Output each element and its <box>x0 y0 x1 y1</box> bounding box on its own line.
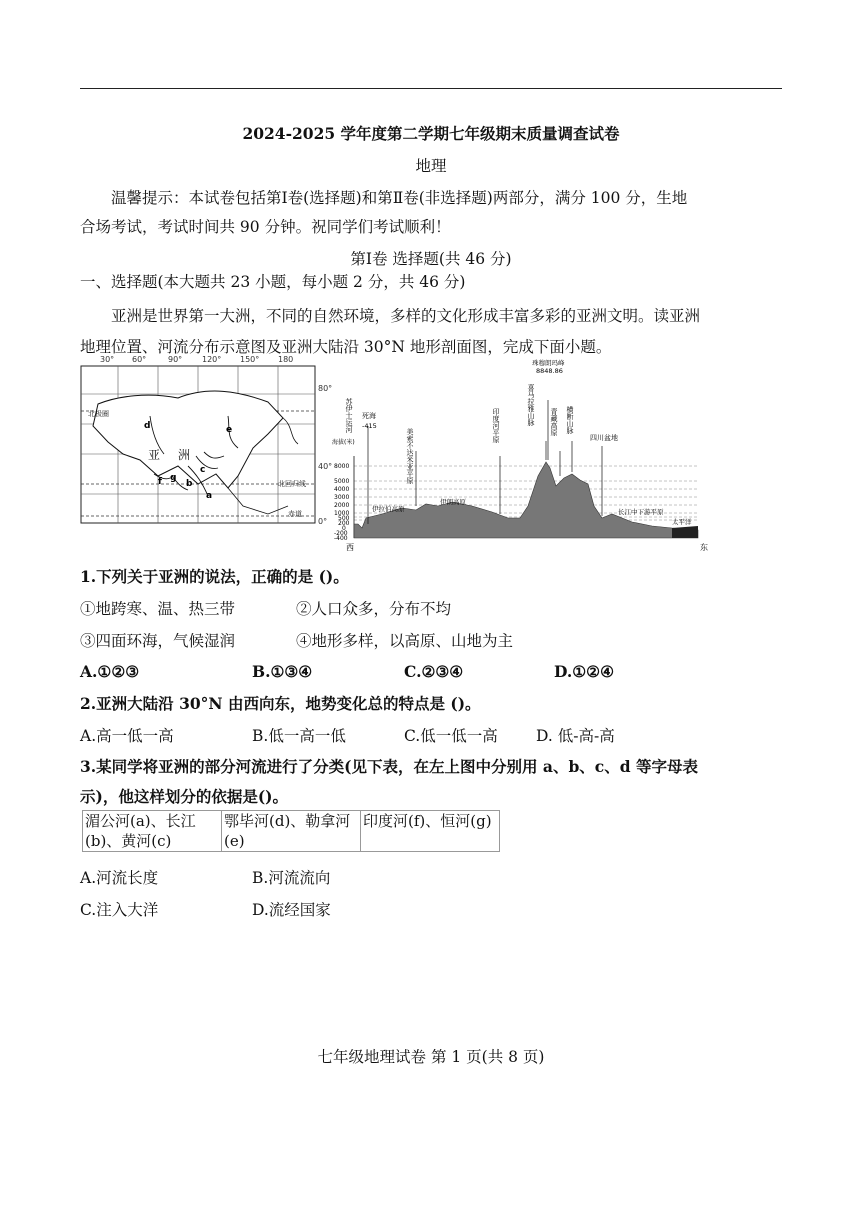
y-tick: 2000 <box>334 502 350 509</box>
q3-option-b[interactable]: B.河流流向 <box>252 869 331 887</box>
y-axis-unit: 海拔(米) <box>332 439 355 446</box>
q2-option-d[interactable]: D. 低-高-高 <box>536 727 615 745</box>
lat-label: 40° <box>318 462 333 471</box>
q1-option-b[interactable]: B.①③④ <box>252 662 313 681</box>
q1-statement-4: ④地形多样，以高原、山地为主 <box>296 632 514 650</box>
q1-stem: 1.下列关于亚洲的说法，正确的是 ()。 <box>80 567 349 586</box>
y-tick: 8000 <box>334 463 350 470</box>
y-tick: 1000 <box>334 510 350 517</box>
sichuan-label: 四川盆地 <box>590 434 618 442</box>
y-tick: 4000 <box>334 486 350 493</box>
east-label: 东 <box>700 543 708 552</box>
q2-option-a[interactable]: A.高一低一高 <box>80 727 174 745</box>
tropic-label: 北回归线 <box>278 480 306 488</box>
intro-line-1: 亚洲是世界第一大洲，不同的自然环境，多样的文化形成丰富多彩的亚洲文明。读亚洲 <box>111 307 701 325</box>
asia-label-2: 洲 <box>178 448 191 462</box>
west-label: 西 <box>346 543 354 552</box>
iran-label-2: 伊朗高原 <box>440 498 466 506</box>
lat-label: 0° <box>318 517 328 526</box>
part-heading: 一、选择题(本大题共 23 小题，每小题 2 分，共 46 分) <box>80 273 466 291</box>
river-letter-e: e <box>226 425 233 435</box>
dead-sea-value: -415 <box>362 422 377 430</box>
y-tick: 200 <box>338 520 350 527</box>
q2-option-c[interactable]: C.低一低一高 <box>404 727 498 745</box>
river-letter-c: c <box>200 465 206 475</box>
lon-label: 120° <box>202 356 222 364</box>
mesopotamia-label: 美索不达米亚平原 <box>406 428 414 484</box>
y-tick: 500 <box>338 515 350 522</box>
q2-stem: 2.亚洲大陆沿 30°N 由西向东，地势变化总的特点是 ()。 <box>80 694 481 713</box>
q3-option-d[interactable]: D.流经国家 <box>252 901 331 919</box>
lon-label: 150° <box>240 356 260 364</box>
iran-label-1: 伊拉伯高原 <box>372 505 405 513</box>
q2-option-b[interactable]: B.低一高一低 <box>252 727 346 745</box>
lon-label: 90° <box>168 356 183 364</box>
asia-label-1: 亚 <box>148 448 161 462</box>
notice-line-2: 合场考试，考试时间共 90 分钟。祝同学们考试顺利！ <box>80 218 451 236</box>
y-tick: 5000 <box>334 478 350 485</box>
dead-sea-label: 死海 <box>362 412 376 420</box>
river-letter-f: f <box>158 477 162 487</box>
q3-stem-line-1: 3.某同学将亚洲的部分河流进行了分类(见下表，在左上图中分别用 a、b、c、d 等字母表 <box>80 757 698 776</box>
q3-option-a[interactable]: A.河流长度 <box>80 869 159 887</box>
notice-line-1: 温馨提示：本试卷包括第Ⅰ卷(选择题)和第Ⅱ卷(非选择题)两部分，满分 100 分，生地 <box>111 189 688 207</box>
river-letter-b: b <box>186 479 193 489</box>
q1-statement-2: ②人口众多，分布不均 <box>296 600 452 618</box>
lon-label: 60° <box>132 356 147 364</box>
q3-option-c[interactable]: C.注入大洋 <box>80 901 159 919</box>
table-cell: 印度河(f)、恒河(g) <box>361 811 500 852</box>
tibet-label: 青藏高原 <box>550 408 558 436</box>
lon-label: 180 <box>278 356 294 364</box>
river-letter-a: a <box>206 491 213 501</box>
himalaya-label: 喜马拉雅山脉 <box>527 384 535 426</box>
river-letter-d: d <box>144 421 151 431</box>
pacific-label: 太平洋 <box>672 518 692 526</box>
suez-label: 苏伊士运河 <box>345 398 353 433</box>
q3-stem-line-2: 示)，他这样划分的依据是()。 <box>80 787 289 806</box>
table-cell: 湄公河(a)、长江(b)、黄河(c) <box>83 811 222 852</box>
subject-title: 地理 <box>415 157 447 175</box>
lon-label: 30° <box>100 356 115 364</box>
y-tick: 0 <box>342 525 346 532</box>
indus-label: 印度河平原 <box>492 408 500 443</box>
arctic-circle-label: 北极圈 <box>88 410 109 418</box>
hengduan-label: 横断山脉 <box>566 406 574 434</box>
q1-option-a[interactable]: A.①②③ <box>80 662 140 681</box>
intro-line-2: 地理位置、河流分布示意图及亚洲大陆沿 30°N 地形剖面图，完成下面小题。 <box>80 338 612 356</box>
q1-statement-3: ③四面环海，气候湿润 <box>80 632 236 650</box>
q1-statement-1: ①地跨寒、温、热三带 <box>80 600 236 618</box>
river-letter-g: g <box>170 473 177 483</box>
exam-title: 2024-2025 学年度第二学期七年级期末质量调查试卷 <box>242 124 620 143</box>
y-tick: -400 <box>334 535 348 542</box>
peak-label: 珠穆朗玛峰 <box>532 359 565 367</box>
header-rule <box>80 88 782 89</box>
river-classification-table <box>82 810 500 852</box>
table-cell: 鄂毕河(d)、勒拿河(e) <box>222 811 361 852</box>
lat-label: 80° <box>318 384 333 393</box>
terrain-profile-30n <box>332 356 712 552</box>
y-tick: 3000 <box>334 494 350 501</box>
q1-option-c[interactable]: C.②③④ <box>404 662 464 681</box>
section-title: 第Ⅰ卷 选择题(共 46 分) <box>350 250 512 268</box>
page-footer: 七年级地理试卷 第 1 页(共 8 页) <box>317 1048 545 1066</box>
equator-label: 赤道 <box>288 510 302 518</box>
y-tick: -200 <box>334 530 348 537</box>
q1-option-d[interactable]: D.①②④ <box>554 662 614 681</box>
yangtze-label: 长江中下游平原 <box>618 508 664 516</box>
peak-value: 8848.86 <box>536 367 563 375</box>
asia-river-map <box>78 356 340 528</box>
